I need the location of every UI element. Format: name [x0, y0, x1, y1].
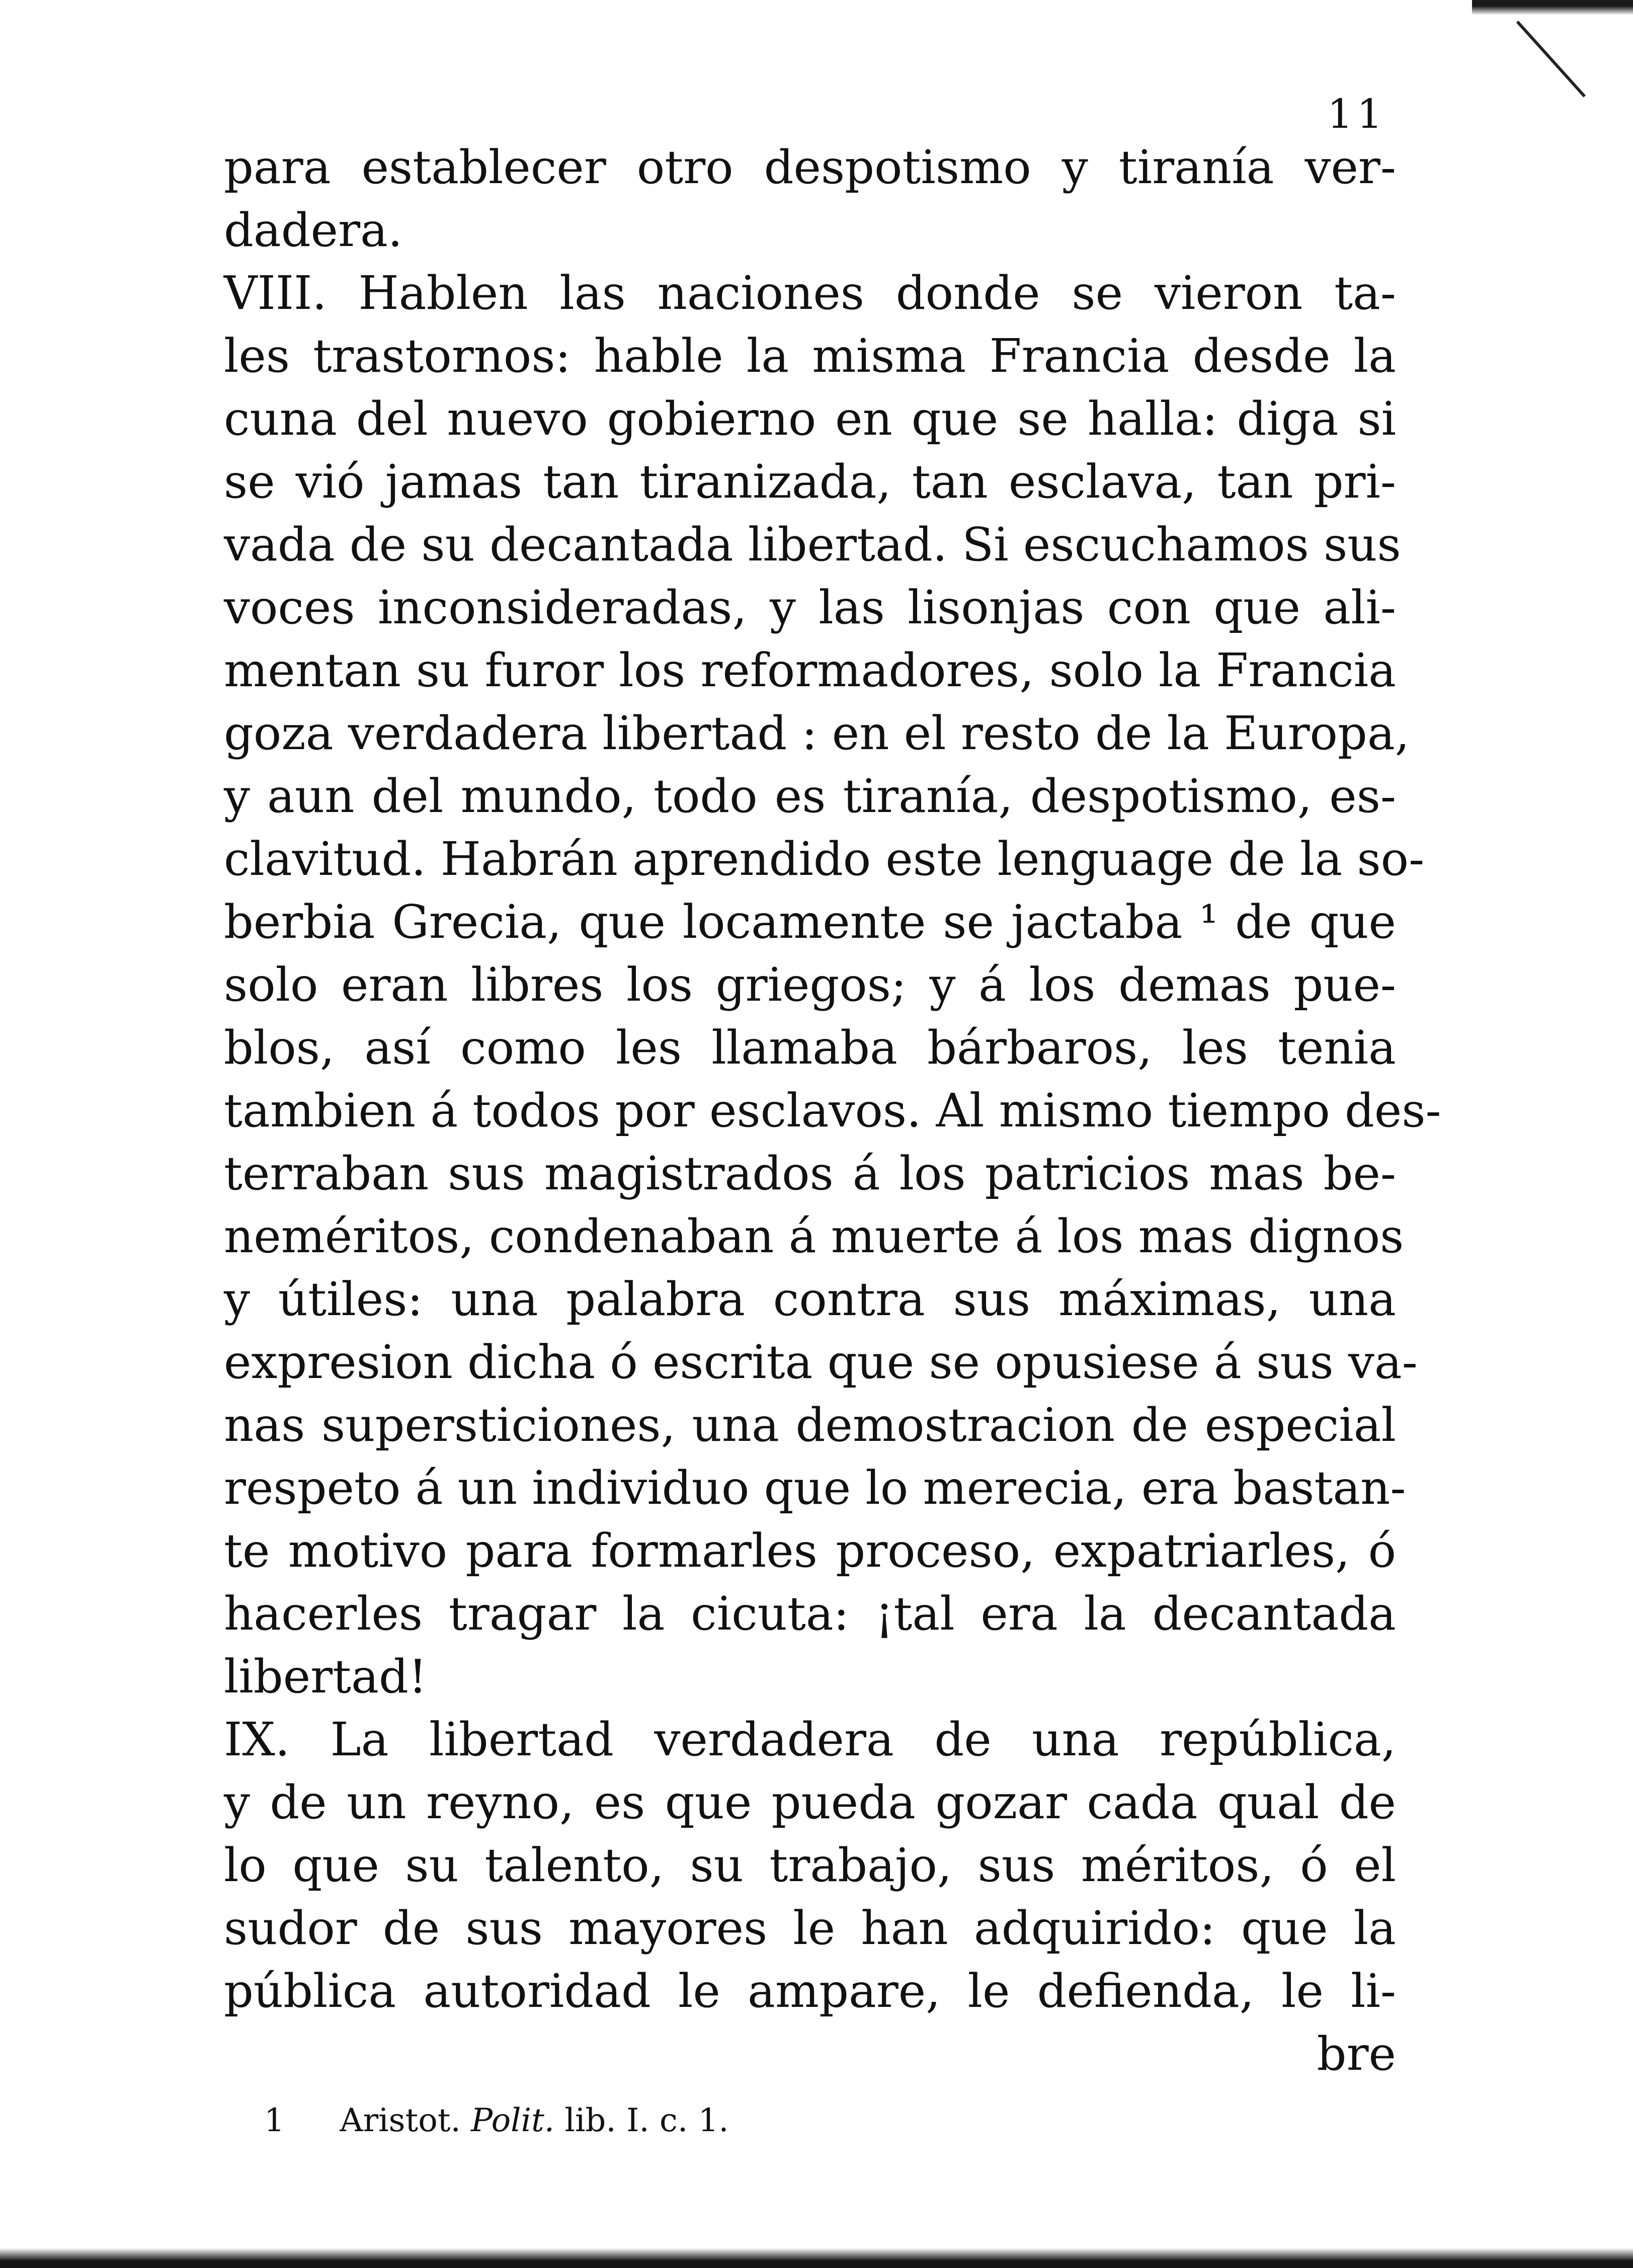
footnote-number: 1 — [264, 2102, 285, 2139]
text-line: para establecer otro despotismo y tiranía ver- — [224, 140, 1396, 194]
text-line: nas supersticiones, una demostracion de especial — [224, 1398, 1396, 1452]
text-line: hacerles tragar la cicuta: ¡tal era la decantada — [224, 1587, 1396, 1641]
text-line: tambien á todos por esclavos. Al mismo tiempo des- — [224, 1084, 1441, 1138]
footnote-author: Aristot. — [340, 2102, 461, 2139]
text-line: se vió jamas tan tiranizada, tan esclava, tan pri- — [224, 455, 1396, 509]
text-line: pública autoridad le ampare, le defienda, le li- — [224, 1964, 1396, 2018]
text-line: voces inconsideradas, y las lisonjas con que ali- — [224, 581, 1396, 634]
catchword: bre — [1317, 2027, 1396, 2081]
text-line: IX. La libertad verdadera de una república, — [224, 1713, 1396, 1766]
text-line: goza verdadera libertad : en el resto de la Europa, — [224, 706, 1410, 760]
text-line: libertad! — [224, 1650, 427, 1704]
text-line: clavitud. Habrán aprendido este lenguage de la so- — [224, 832, 1425, 886]
text-line: dadera. — [224, 203, 403, 257]
text-line: cuna del nuevo gobierno en que se halla: diga si — [224, 392, 1396, 446]
text-line: expresion dicha ó escrita que se opusiese á sus va- — [224, 1335, 1418, 1389]
text-line: terraban sus magistrados á los patricios mas be- — [224, 1147, 1396, 1200]
footnote — [264, 2100, 729, 2141]
text-line: solo eran libres los griegos; y á los demas pue- — [224, 958, 1396, 1012]
text-line: vada de su decantada libertad. Si escuchamos sus — [224, 518, 1401, 572]
text-line: y útiles: una palabra contra sus máximas, una — [224, 1272, 1396, 1326]
footnote-work: Polit. — [471, 2102, 555, 2139]
footnote-reference: lib. I. c. 1. — [564, 2102, 729, 2139]
scan-edge-shadow — [1472, 0, 1633, 15]
text-line: sudor de sus mayores le han adquirido: que la — [224, 1901, 1396, 1955]
text-line: respeto á un individuo que lo merecia, era bastan- — [224, 1461, 1406, 1515]
text-line: berbia Grecia, que locamente se jactaba ¹ de que — [224, 895, 1396, 949]
text-line: y de un reyno, es que pueda gozar cada qual de — [224, 1775, 1396, 1829]
text-line: les trastornos: hable la misma Francia desde la — [224, 329, 1396, 383]
scan-bottom-shadow — [0, 2248, 1633, 2268]
page-number: 11 — [1327, 91, 1386, 137]
scan-corner-mark — [1516, 21, 1586, 98]
text-line: lo que su talento, su trabajo, sus méritos, ó el — [224, 1838, 1396, 1892]
text-line: mentan su furor los reformadores, solo la Francia — [224, 643, 1396, 697]
text-line: VIII. Hablen las naciones donde se vieron ta- — [224, 266, 1396, 320]
text-line: blos, así como les llamaba bárbaros, les tenia — [224, 1021, 1396, 1075]
text-line: neméritos, condenaban á muerte á los mas dignos — [224, 1209, 1404, 1263]
text-line: te motivo para formarles proceso, expatriarles, ó — [224, 1524, 1396, 1578]
body-text — [224, 136, 1441, 2085]
text-line: y aun del mundo, todo es tiranía, despotismo, es- — [224, 769, 1396, 823]
